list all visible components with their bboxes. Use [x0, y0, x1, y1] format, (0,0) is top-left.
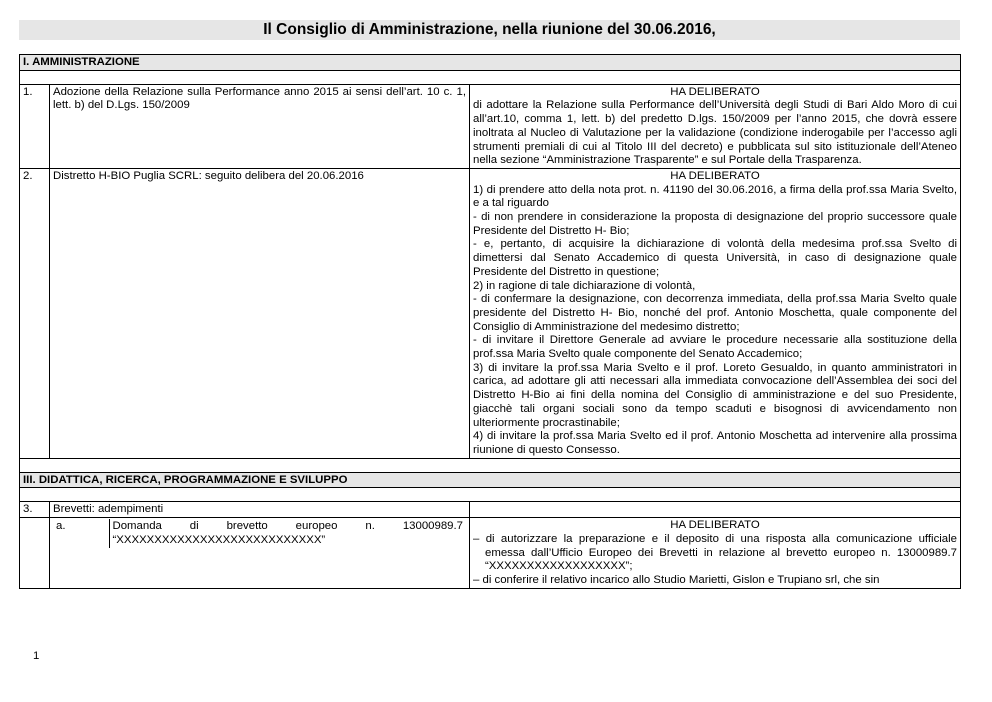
resolution-text: - e, pertanto, di acquisire la dichiarazione di volontà della medesima prof.ssa Svelto di dimettersi dal Senato Accademico di questa Università, in caso di designazione quale Presidente del Distretto in questione; [473, 238, 957, 278]
resolution-text: di adottare la Relazione sulla Performance dell’Università degli Studi di Bari Aldo Moro di cui all’art.10, comma 1, lett. b) del predetto D.lgs. 150/2009 per l’anno 2015, che dovrà essere inoltrata al Nucleo di Valutazione per la validazione (condizione inderogabile per l’accesso agli strumenti premiali di cui al Titolo III del decreto) e pubblicata sul sito istituzionale dell’Ateneo nella sezione “Amministrazione Trasparente” e sul Portale della Trasparenza. [473, 99, 957, 167]
item-resolution [470, 84, 961, 168]
spacer-row [20, 70, 961, 84]
section-heading-amministrazione: I. AMMINISTRAZIONE [20, 55, 961, 71]
item-resolution [470, 518, 961, 589]
sub-item-letter: a. [56, 520, 66, 533]
sub-item-subject: Domanda di brevetto europeo n. 13000989.7 “XXXXXXXXXXXXXXXXXXXXXXXXXXX” [109, 519, 466, 547]
resolution-text: 1) di prendere atto della nota prot. n. 41190 del 30.06.2016, a firma della prof.ssa Maria Svelto, e a tal riguardo [473, 183, 957, 210]
resolution-text: 2) in ragione di tale dichiarazione di volontà, [473, 279, 696, 292]
table-row [20, 84, 961, 168]
resolution-bullet: – di conferire il relativo incarico allo Studio Marietti, Gislon e Trupiano srl, che sin [473, 573, 880, 586]
section-heading-didattica: III. DIDATTICA, RICERCA, PROGRAMMAZIONE E SVILUPPO [20, 472, 961, 488]
sub-item-table [53, 519, 466, 547]
item-subject: Brevetti: adempimenti [50, 502, 470, 518]
item-number-empty [20, 518, 50, 589]
resolution-text: - di confermare la designazione, con decorrenza immediata, della prof.ssa Maria Svelto quale presidente del Distretto H- Bio, nonché del prof. Antonio Moschetta, quale componente del Consiglio di Amministrazione del medesimo distretto; [473, 293, 957, 333]
resolution-text: 3) di invitare la prof.ssa Maria Svelto e il prof. Loreto Gesualdo, in quanto amministratori in carica, ad adottare gli atti necessari alla immediata convocazione dell’Assemblea dei soci del Distretto H-Bio ai fini della nomina del Consiglio di amministrazione e del suo Presidente, giacchè tali organi sociali sono da tempo scaduti e bisognosi di avvicendamento non ulteriormente procrastinabile; [473, 361, 957, 429]
resolution-text: - di invitare il Direttore Generale ad avviare le procedure necessarie alla sostituzione della prof.ssa Maria Svelto quale componente del Senato Accademico; [473, 334, 957, 361]
item-resolution [470, 168, 961, 458]
sub-item-cell [50, 518, 470, 589]
page-title: Il Consiglio di Amministrazione, nella riunione del 30.06.2016, [19, 20, 960, 40]
table-row [20, 518, 961, 589]
resolution-text: 4) di invitare la prof.ssa Maria Svelto ed il prof. Antonio Moschetta ad intervenire alla prossima riunione di questo Consesso. [473, 430, 957, 456]
spacer-row [20, 458, 961, 472]
resolution-heading: HA DELIBERATO [670, 169, 760, 182]
item-number: 1. [20, 84, 50, 168]
item-subject: Distretto H-BIO Puglia SCRL: seguito delibera del 20.06.2016 [50, 168, 470, 458]
resolution-heading: HA DELIBERATO [670, 85, 760, 98]
table-row [20, 502, 961, 518]
minutes-table [19, 54, 961, 589]
item-number: 3. [20, 502, 50, 518]
spacer-row [20, 488, 961, 502]
resolution-bullet: – di autorizzare la preparazione e il deposito di una risposta alla comunicazione ufficiale emessa dall’Ufficio Europeo dei Brevetti in relazione al brevetto europeo n. 13000989.7 “XXXXXXXXXXXXXXXXXX”; [473, 532, 957, 573]
resolution-text: - di non prendere in considerazione la proposta di designazione del proprio successore quale Presidente del Distretto H- Bio; [473, 211, 957, 237]
table-row [20, 168, 961, 458]
resolution-heading: HA DELIBERATO [670, 519, 760, 532]
item-subject: Adozione della Relazione sulla Performance anno 2015 ai sensi dell’art. 10 c. 1, lett. b) del D.Lgs. 150/2009 [50, 84, 470, 168]
page-number: 1 [33, 650, 40, 662]
item-resolution-empty [470, 502, 961, 518]
item-number: 2. [20, 168, 50, 458]
